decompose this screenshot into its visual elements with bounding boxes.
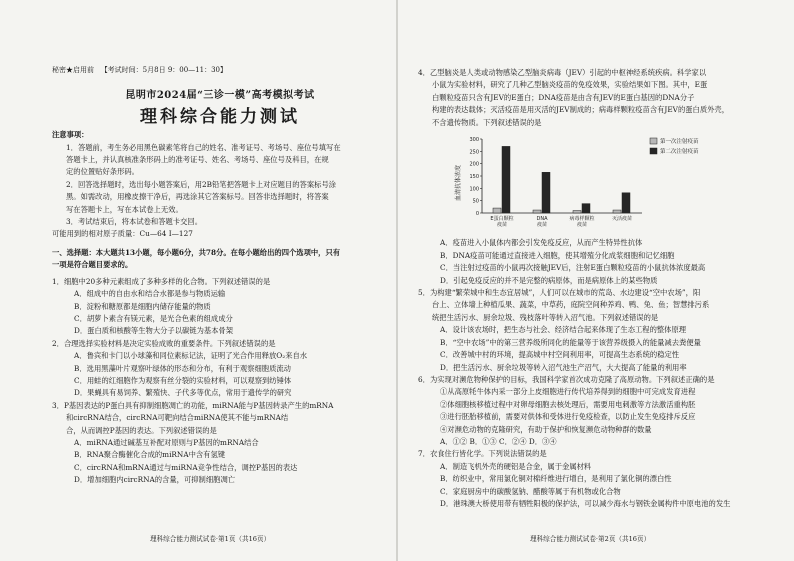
right-footer: 理科综合能力测试试卷·第2页（共16页） [530,535,651,543]
notice-line: 写在答题卡上，写在本试卷上无效。 [66,204,183,214]
chart-category-label: DNA [536,216,548,223]
question-7-option: C．家庭厨房中的碳酸氢钠、醋酸等属于有机物或化合物 [440,486,621,496]
question-5-option: A．设计该农场时，把生态与社会、经济结合起来体现了生态工程的整体原理 [440,325,687,335]
chart-category-label: 疫苗 [496,222,508,229]
question-6-statement: ②体细胞核移植过程中对卵母细胞去核处理后，需要用电刺激等方法激活重构胚 [440,399,696,409]
chart-category-label: 病毒样颗粒 [569,216,595,223]
question-2-option: B．选用黑藻叶片观察叶绿体的形态和分布，有利于观察细胞质流动 [74,363,291,373]
left-page [52,64,388,487]
notice-line: 1．答题前，考生务必用黑色碳素笔将自己的姓名、准考证号、考场号、座位号填写在 [66,142,341,152]
chart-y-tick-label: 250 [469,149,479,156]
notice-heading: 注意事项： [52,130,89,140]
question-5-stem: 台上、立体墙上种植瓜果、蔬菜，中草药，庭院空间种养鸡、鸭、兔、鱼；智慧排污系 [432,300,710,310]
chart-y-tick-label: 50 [472,198,479,205]
chart-y-tick-label: 0 [475,211,479,218]
question-6-statement: ①从高原牦牛体内采一部分上皮细胞进行传代培养得到的细胞中可完成发育进程 [440,387,696,397]
question-4-option: D．引起免疫反应的并不是完整的病原体，而是病原体上的某些物质 [440,275,658,285]
question-4-option: C．当注射过疫苗的小鼠再次接触JEV后，注射E蛋白颗粒疫苗的小鼠抗体浓度最高 [440,263,706,273]
paper-title: 理科综合能力测试 [140,106,300,127]
chart-bar [502,146,510,213]
question-3-stem: 和circRNA结合，circRNA可靶向结合miRNA使其不能与mRNA结 [66,413,289,423]
question-2-option: A．鲁宾和卡门以小球藻和同位素标记法，证明了光合作用释放O₂来自水 [74,351,308,361]
section-heading: 一、选择题：本大题共13小题，每小题6分，共78分。在每小题给出的四个选项中，只有 [52,247,341,257]
chart-legend-swatch [650,148,657,154]
question-4-stem: 构建的表达载体；灭活疫苗是用灭活的JEV制成的；病毒样颗粒疫苗含有JEV的蛋白质外壳， [432,105,730,115]
chart-y-tick-label: 150 [469,174,479,181]
chart-bar [542,172,550,213]
question-7-option: B．纺织业中，常用氯化铜对棉纤维进行增白，是利用了氯化铜的漂白性 [440,474,672,484]
chart-bar [622,193,630,213]
notice-line: 2．回答选择题时，选出每小题答案后，用2B铅笔把答题卡上对应题目的答案标号涂 [66,179,337,189]
question-7-option: D．港珠澳大桥使用带有牺牲阳极的保护法，可以减少海水与钢铁金属构件中原电池的发生 [440,498,731,508]
left-footer: 理科综合能力测试试卷·第1页（共16页） [150,535,271,543]
question-2-option: D．果蝇具有易饲养、繁殖快、子代多等优点，常用于遗传学的研究 [74,388,292,398]
chart-y-tick-label: 300 [469,137,479,144]
question-4-stem: 白颗粒疫苗只含有JEV的E蛋白；DNA疫苗是由含有JEV的E蛋白基因的DNA分子 [432,92,695,102]
question-6-statement: ④对濒危动物的克隆研究，有助于保护和恢复濒危动物种群的数量 [440,424,652,434]
chart-legend-label: 第二次注射疫苗 [660,149,699,156]
chart-category-label: 疫苗 [576,222,588,229]
notice-line: 答题卡上，并认真核准条形码上的准考证号、姓名、考场号、座位号及科目，在规 [66,155,329,165]
secret-label: 秘密★启用前 [52,66,94,74]
question-3-option: B．RNA聚合酶催化合成的miRNA中含有氢键 [74,450,226,460]
question-6-stem: 6．为实现对濒危物种保护的目标，我国科学家首次成功克隆了高原动物。下列叙述正确的是 [418,374,715,384]
notice-line: 黑。如需改动，用橡皮擦干净后，再选涂其它答案标号。回答非选择题时，将答案 [66,192,329,202]
question-1-option: B．淀粉和糖原都是细胞内储存能量的物质 [74,301,211,311]
question-1-option: C．胡萝卜素含有镁元素，是光合色素的组成成分 [74,313,233,323]
question-5-option: D．把生活污水、厨余垃圾等转入沼气池生产沼气，大大提高了能量的利用率 [440,362,687,372]
chart-bar [573,211,581,213]
question-2-option: C．用蛙的红细胞作为观察有丝分裂的实验材料，可以观察到纺锤体 [74,375,292,385]
question-3-option: C．circRNA和mRNA通过与miRNA竞争性结合，调控P基因的表达 [74,462,298,472]
question-1-option: A．组成中的自由水和结合水都是参与物质运输 [74,289,226,299]
question-3-option: D．增加细胞内circRNA的含量，可抑制细胞凋亡 [74,475,236,485]
question-1-option: D．蛋白质和核酸等生物大分子以碳链为基本骨架 [74,326,234,336]
question-5-option: B．“空中农场”中的第三营养级所同化的能量等于该营养级摄入的能量减去粪便量 [440,337,701,347]
question-5-option: C．改善城中村的环境，提高城中村空间利用率，可提高生态系统的稳定性 [440,350,680,360]
question-7-option: A．制造飞机外壳的硬铝是合金，属于金属材料 [440,461,592,471]
antibody-bar-chart [452,131,712,231]
question-6-statement: ③进行胚胎移植前，需要对供体和受体进行免疫检查，以防止发生免疫排斥反应 [440,412,696,422]
chart-bar [582,204,590,213]
chart-legend-swatch [650,138,657,144]
question-2-stem: 2．合理选择实验材料是决定实验成败的重要条件。下列叙述错误的是 [52,338,276,348]
question-5-stem: 5．为构建“繁荣城中和生态宜居城”，人们可以在城市的荒岛、水边建设“空中农场”，阳 [418,288,701,298]
exam-time: 【考试时间：5月8日 9：00—11：30】 [100,66,227,74]
question-3-stem: 合，从而调控P基因的表达。下列叙述错误的是 [66,425,217,435]
right-page [418,67,756,510]
exam-title: 昆明市2024届“三诊一模”高考模拟考试 [125,90,315,102]
chart-category-label: E蛋白颗粒 [490,216,514,223]
chart-category-label: 灭活疫苗 [611,216,633,223]
question-7-stem: 7．衣食住行皆化学。下列说法错误的是 [418,449,547,459]
notice-line: 3．考试结束后，将本试卷和答题卡交回。 [66,217,202,227]
question-1-stem: 1．细胞中20多种元素组成了多种多样的化合物。下列叙述错误的是 [52,276,271,286]
question-3-stem: 3．P基因表达的P蛋白具有抑制细胞凋亡的功能，miRNA能与P基因转录产生的mRNA [52,400,334,410]
chart-bar [533,210,541,213]
chart-bar [613,210,621,213]
chart-legend-label: 第一次注射疫苗 [660,139,699,146]
chart-y-tick-label: 200 [469,161,479,168]
question-4-stem: 小鼠为实验材料，研究了几种乙型脑炎疫苗的免疫效果，实验结果如下图。其中，E蛋 [432,80,708,90]
chart-ylabel: 血清抗体浓度 [455,165,462,202]
chart-category-label: 疫苗 [536,222,548,229]
question-4-option: B．DNA疫苗可能通过直接进入细胞，使其增殖分化成浆细胞和记忆细胞 [440,250,675,260]
question-4-stem: 4．乙型脑炎是人类或动物感染乙型脑炎病毒（JEV）引起的中枢神经系统疾病。科学家以 [418,68,707,77]
question-3-option: A．miRNA通过碱基互补配对原则与P基因的mRNA结合 [74,437,259,447]
question-4-option: A．疫苗进入小鼠体内都会引发免疫反应，从而产生特异性抗体 [440,238,643,248]
question-5-stem: 统把生活污水、厨余垃圾、残枝落叶等转入沼气池。下列叙述错误的是 [432,312,659,322]
chart-bar [493,208,501,213]
question-4-stem: 不含遗传物质。下列叙述错误的是 [432,117,542,127]
question-6-choices: A．①② B．①③ C．②④ D．③④ [440,436,557,446]
atomic-mass-note: 可能用到的相对原子质量：Cu—64 I—127 [52,229,193,239]
chart-y-tick-label: 100 [469,186,479,193]
page-fold [396,0,398,561]
section-heading-cont: 一项是符合题目要求的。 [52,260,133,270]
notice-line: 定的位置贴好条形码。 [66,167,139,177]
